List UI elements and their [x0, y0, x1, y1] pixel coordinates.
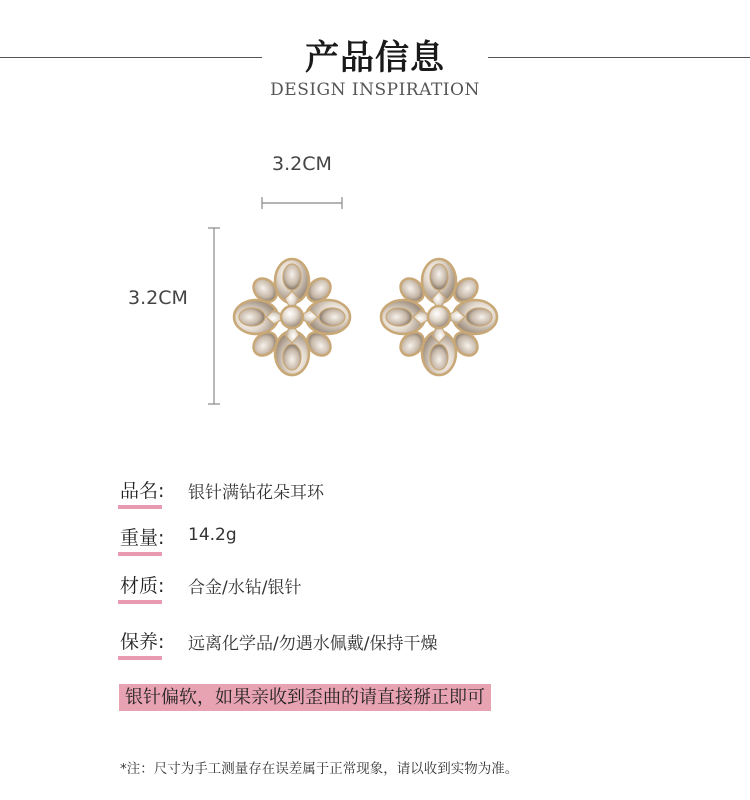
spec-underline [118, 600, 162, 604]
spec-underline [118, 505, 162, 509]
notice-banner: 银针偏软，如果亲收到歪曲的请直接掰正即可 [119, 684, 491, 711]
flower-earring-icon [230, 255, 354, 379]
spec-label: 保养: [120, 631, 165, 653]
spec-label: 重量: [120, 527, 165, 549]
spec-label: 品名: [120, 480, 165, 502]
footnote: *注：尺寸为手工测量存在误差属于正常现象，请以收到实物为准。 [120, 761, 519, 777]
spec-underline [118, 656, 162, 660]
spec-value: 银针满钻花朵耳环 [188, 483, 324, 503]
width-dimension-label: 3.2CM [272, 153, 332, 175]
spec-underline [118, 552, 162, 556]
spec-value: 14.2g [188, 525, 237, 545]
spec-value: 合金/水钻/银针 [188, 578, 302, 598]
page-subtitle: DESIGN INSPIRATION [270, 80, 480, 100]
page-title: 产品信息 [305, 38, 445, 78]
spec-label: 材质: [120, 575, 165, 597]
height-dimension-label: 3.2CM [128, 287, 188, 309]
flower-earring-icon [377, 255, 501, 379]
spec-value: 远离化学品/勿遇水佩戴/保持干燥 [188, 634, 438, 654]
